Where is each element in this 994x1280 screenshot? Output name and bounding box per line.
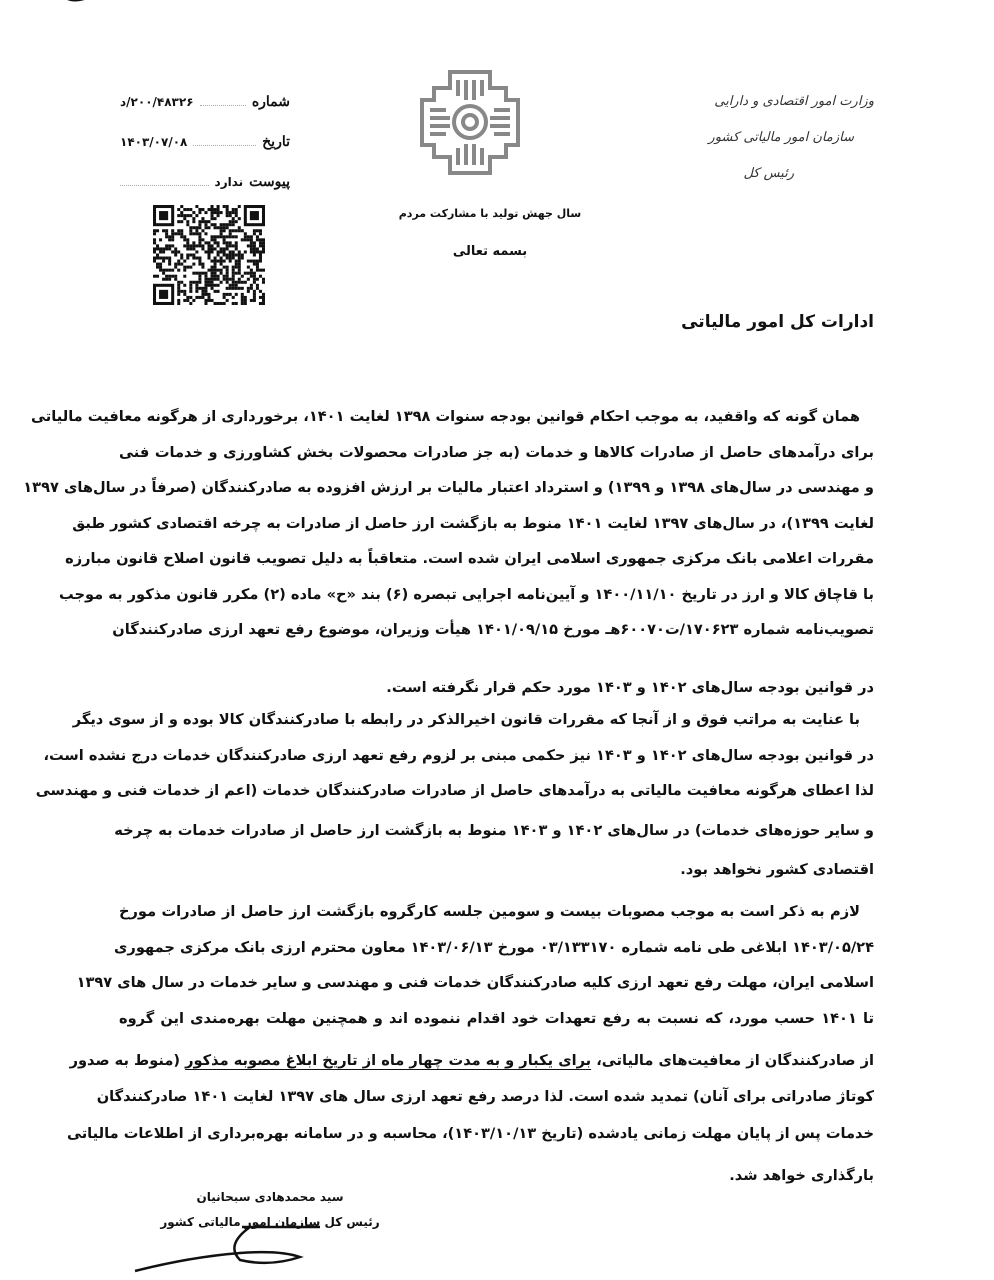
paragraph-3 <box>66 894 874 1193</box>
text-line: کوتاژ صادراتی برای آنان) تمدید شده است. لذا درصد رفع تعهد ارزی سال های ۱۳۹۷ لغایت ۱۴۰۱ صادرکنندگان <box>96 1087 874 1105</box>
ministry-header <box>614 84 874 192</box>
text-segment: از صادرکنندگان از معافیت‌های مالیاتی، <box>591 1052 874 1069</box>
signatory-title: رئیس کل سازمان امور مالیاتی کشور <box>160 1215 380 1229</box>
text-line: بارگذاری خواهد شد. <box>729 1166 874 1184</box>
invocation: بسمه تعالی <box>452 244 528 259</box>
text-line: تصویب‌نامه شماره ۱۷۰۶۲۳/ت۶۰۰۷۰هـ مورخ ۱۴۰۱/۰۹/۱۵ هیأت وزیران، موضوع رفع تعهد ارزی صادرکنندگان <box>112 621 874 638</box>
addressee: ادارات کل امور مالیاتی <box>681 312 874 332</box>
text-line: لازم به ذکر است به موجب مصوبات بیست و سومین جلسه کارگروه بازگشت ارز حاصل از صادرات مورخ <box>119 903 860 920</box>
paragraph-2 <box>35 702 874 888</box>
text-line: لغایت ۱۳۹۹)، در سال‌های ۱۳۹۷ لغایت ۱۴۰۱ منوط به بازگشت ارز حاصل از صادرات به چرخه اقتصادی کشور طبق <box>72 514 874 532</box>
letter-date-row <box>120 122 290 162</box>
qr-code <box>153 205 265 305</box>
text-line: تا ۱۴۰۱ حسب مورد، که نسبت به رفع تعهدات خود اقدام ننموده اند و همچنین مهلت بهره‌مندی این گروه <box>119 1009 874 1027</box>
organization-name: سازمان امور مالیاتی کشور <box>708 130 854 145</box>
text-segment: (منوط به صدور <box>69 1052 186 1069</box>
underlined-emphasis: برای یکبار و به مدت چهار ماه از تاریخ ابلاغ مصوبه مذکور <box>185 1052 592 1069</box>
text-line: با عنایت به مراتب فوق و از آنجا که مقررات قانون اخیرالذکر در رابطه با صادرکنندگان کالا بوده و از سوی دیگر <box>72 711 860 728</box>
handwritten-signature <box>130 1205 400 1275</box>
ministry-name: وزارت امور اقتصادی و دارایی <box>714 94 874 109</box>
text-line: ۱۴۰۳/۰۵/۲۴ ابلاغی طی نامه شماره ۰۳/۱۳۳۱۷۰ مورخ ۱۴۰۳/۰۶/۱۳ معاون محترم ارزی بانک مرکزی جمهوری <box>114 938 874 956</box>
dotted-line <box>200 104 246 106</box>
text-line: اسلامی ایران، مهلت رفع تعهد ارزی کلیه صادرکنندگان خدمات فنی و مهندسی و سایر خدمات در سال های ۱۳۹۷ <box>76 974 874 991</box>
number-label: شماره <box>251 94 290 110</box>
date-value: ۱۴۰۳/۰۷/۰۸ <box>120 135 188 149</box>
letter-number-row <box>120 82 290 122</box>
office-name: رئیس کل <box>743 166 794 181</box>
letter-attachment-row <box>120 162 290 202</box>
tax-organization-logo <box>420 70 520 175</box>
number-value: ۲۰۰/۴۸۳۲۶/د <box>120 95 194 109</box>
signatory-name: سید محمدهادی سبحانیان <box>196 1190 344 1204</box>
attachment-value: ندارد <box>214 175 244 189</box>
letter-meta <box>120 82 290 202</box>
text-line: و مهندسی در سال‌های ۱۳۹۸ و ۱۳۹۹) و استرداد اعتبار مالیات بر ارزش افزوده به صادرکنندگان (صرفاً در سال‌های ۱۳۹۷ <box>23 479 874 496</box>
text-line: با قاچاق کالا و ارز در تاریخ ۱۴۰۰/۱۱/۱۰ و آیین‌نامه اجرایی تبصره (۶) بند «ح» ماده (۲) مکرر قانون مذکور به موجب <box>59 585 874 603</box>
text-line: همان گونه که واقفید، به موجب احکام قوانین بودجه سنوات ۱۳۹۸ لغایت ۱۴۰۱، برخورداری از هرگونه معافیت مالیاتی <box>31 408 860 425</box>
paragraph-1 <box>23 399 874 705</box>
scan-artifact <box>58 0 88 6</box>
text-line: مقررات اعلامی بانک مرکزی جمهوری اسلامی ایران شده است. متعاقباً به دلیل تصویب قانون اصلاح قانون مبارزه <box>65 550 874 567</box>
text-line <box>69 1043 874 1079</box>
text-line: اقتصادی کشور نخواهد بود. <box>680 861 874 878</box>
year-motto: سال جهش تولید با مشارکت مردم <box>398 207 582 220</box>
text-line: و سایر حوزه‌های خدمات) در سال‌های ۱۴۰۲ و ۱۴۰۳ منوط به بازگشت ارز حاصل از صادرات خدمات به چرخه <box>114 821 874 839</box>
date-label: تاریخ <box>262 134 290 150</box>
text-line: برای درآمدهای حاصل از صادرات کالاها و خدمات (به جز صادرات محصولات بخش کشاورزی و خدمات فنی <box>119 443 874 461</box>
attachment-label: پیوست <box>249 174 290 190</box>
dotted-line <box>193 144 256 146</box>
text-line: در قوانین بودجه سال‌های ۱۴۰۲ و ۱۴۰۳ مورد حکم قرار نگرفته است. <box>386 678 874 696</box>
text-line: در قوانین بودجه سال‌های ۱۴۰۲ و ۱۴۰۳ نیز حکمی مبنی بر لزوم رفع تعهد ارزی صادرکنندگان خدمات درج نشده است، <box>43 746 874 764</box>
dotted-line <box>120 184 209 186</box>
text-line: لذا اعطای هرگونه معافیت مالیاتی به درآمدهای حاصل از صادرات صادرکنندگان خدمات (اعم از خدمات فنی و مهندسی <box>35 782 874 799</box>
text-line: خدمات پس از پایان مهلت زمانی یادشده (تاریخ ۱۴۰۳/۱۰/۱۳)، محاسبه و در سامانه بهره‌برداری از اطلاعات مالیاتی <box>66 1125 874 1142</box>
